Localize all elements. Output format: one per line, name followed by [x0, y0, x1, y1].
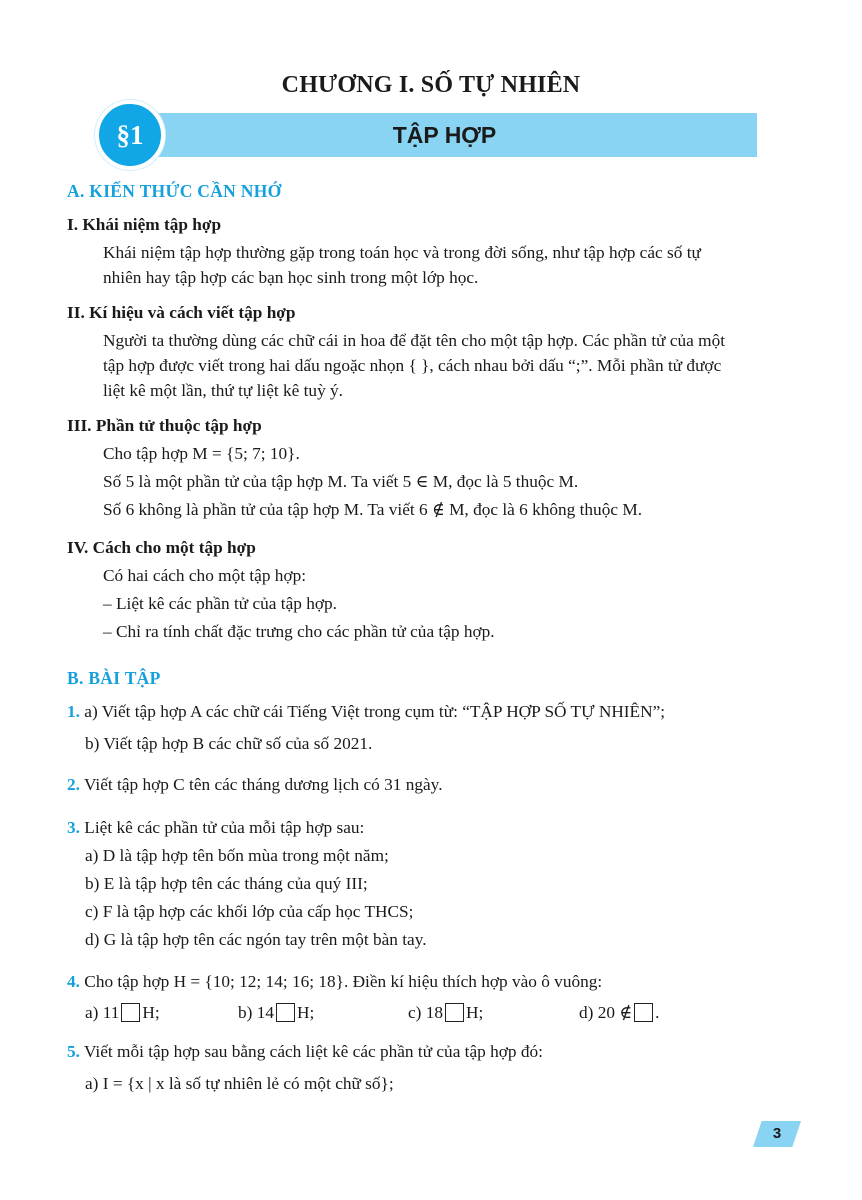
exercise-2 [67, 775, 443, 795]
exercise-4-d-label: d) 20 ∉ [579, 1003, 633, 1022]
answer-box[interactable] [276, 1003, 295, 1022]
exercise-4-a [85, 1003, 160, 1023]
exercise-3-text: Liệt kê các phần tử của mỗi tập hợp sau: [79, 818, 365, 837]
exercise-4-number: 4. [67, 972, 80, 991]
exercise-3-item: a) D là tập hợp tên bốn mùa trong một năm; [85, 846, 389, 865]
exercise-4-d [579, 1003, 659, 1023]
exercise-4-d-end: . [655, 1003, 660, 1022]
answer-box[interactable] [445, 1003, 464, 1022]
exercise-4-b-set: H; [297, 1003, 315, 1022]
part-3-line: Số 6 không là phần tử của tập hợp M. Ta viết 6 ∉ M, đọc là 6 không thuộc M. [103, 500, 643, 519]
part-2-line: liệt kê một lần, thứ tự liệt kê tuỳ ý. [103, 381, 343, 400]
exercise-5-a: a) I = {x | x là số tự nhiên lẻ có một chữ số}; [85, 1074, 394, 1093]
exercise-4-b [238, 1003, 314, 1023]
part-4-heading: IV. Cách cho một tập hợp [67, 538, 256, 557]
answer-box[interactable] [121, 1003, 140, 1022]
exercise-3-item: b) E là tập hợp tên các tháng của quý III; [85, 874, 368, 893]
lesson-number: §1 [116, 120, 144, 150]
exercise-4-c-label: c) 18 [408, 1003, 444, 1022]
exercise-4-a-label: a) 11 [85, 1003, 120, 1022]
exercise-4-c [408, 1003, 483, 1023]
exercise-4-a-set: H; [142, 1003, 160, 1022]
part-2-line: Người ta thường dùng các chữ cái in hoa để đặt tên cho một tập hợp. Các phần tử của một [103, 331, 726, 350]
exercise-4-text: Cho tập hợp H = {10; 12; 14; 16; 18}. Điền kí hiệu thích hợp vào ô vuông: [79, 972, 603, 991]
part-4-line: Có hai cách cho một tập hợp: [103, 566, 307, 585]
exercise-5-number: 5. [67, 1042, 80, 1061]
part-2-heading: II. Kí hiệu và cách viết tập hợp [67, 303, 296, 322]
chapter-title: CHƯƠNG I. SỐ TỰ NHIÊN [281, 72, 581, 98]
part-3-line: Số 5 là một phần tử của tập hợp M. Ta viết 5 ∈ M, đọc là 5 thuộc M. [103, 472, 579, 491]
part-4-line: – Liệt kê các phần tử của tập hợp. [103, 594, 337, 613]
exercise-4-c-set: H; [466, 1003, 484, 1022]
exercise-2-text: Viết tập hợp C tên các tháng dương lịch có 31 ngày. [79, 775, 443, 794]
exercise-3-number: 3. [67, 818, 80, 837]
section-b-title: B. BÀI TẬP [67, 668, 161, 688]
exercise-1-b: b) Viết tập hợp B các chữ số của số 2021. [85, 734, 373, 753]
exercise-1 [67, 702, 665, 722]
exercise-3-item: d) G là tập hợp tên các ngón tay trên một bàn tay. [85, 930, 427, 949]
section-a-title: A. KIẾN THỨC CẦN NHỚ [67, 181, 282, 201]
exercise-5 [67, 1042, 543, 1062]
page-number: 3 [772, 1125, 782, 1142]
part-1-line: Khái niệm tập hợp thường gặp trong toán học và trong đời sống, như tập hợp các số tự [103, 243, 701, 262]
exercise-2-number: 2. [67, 775, 80, 794]
part-1-line: nhiên hay tập hợp các bạn học sinh trong một lớp học. [103, 268, 479, 287]
part-4-line: – Chỉ ra tính chất đặc trưng cho các phần tử của tập hợp. [103, 622, 495, 641]
answer-box[interactable] [634, 1003, 653, 1022]
part-3-heading: III. Phần tử thuộc tập hợp [67, 416, 262, 435]
exercise-5-text: Viết mỗi tập hợp sau bằng cách liệt kê các phần tử của tập hợp đó: [79, 1042, 543, 1061]
part-2-line: tập hợp được viết trong hai dấu ngoặc nhọn { }, cách nhau bởi dấu “;”. Mỗi phần tử được [103, 356, 722, 375]
exercise-3 [67, 818, 364, 838]
exercise-1-a: a) Viết tập hợp A các chữ cái Tiếng Việt trong cụm từ: “TẬP HỢP SỐ TỰ NHIÊN”; [79, 702, 666, 721]
exercise-4 [67, 972, 602, 992]
exercise-1-number: 1. [67, 702, 80, 721]
part-3-line: Cho tập hợp M = {5; 7; 10}. [103, 444, 300, 463]
lesson-title: TẬP HỢP [392, 122, 497, 148]
part-1-heading: I. Khái niệm tập hợp [67, 215, 222, 234]
exercise-3-item: c) F là tập hợp các khối lớp của cấp học THCS; [85, 902, 414, 921]
exercise-4-b-label: b) 14 [238, 1003, 274, 1022]
